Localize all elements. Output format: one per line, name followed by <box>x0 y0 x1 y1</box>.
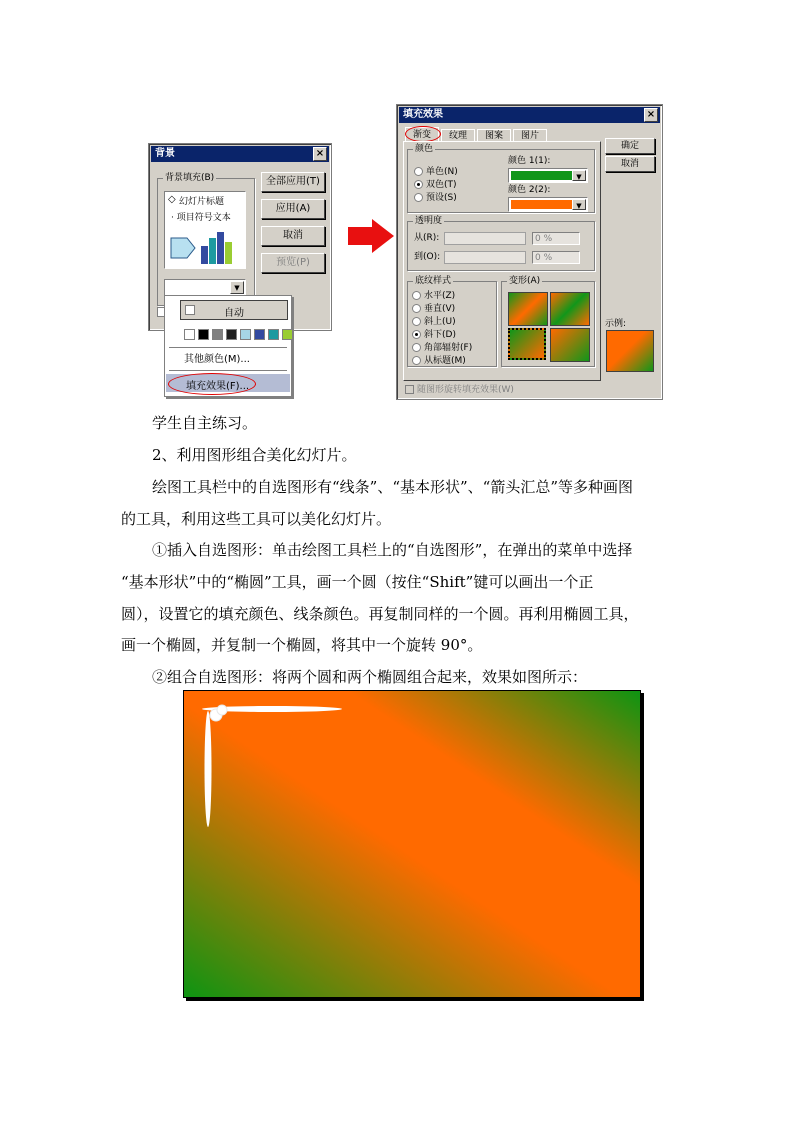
colors-group <box>407 144 595 213</box>
variant-3[interactable] <box>508 328 546 360</box>
tab-highlight-oval <box>405 126 441 142</box>
chevron-down-icon[interactable]: ▼ <box>230 281 244 294</box>
color-swatch[interactable] <box>282 329 293 340</box>
chevron-down-icon[interactable]: ▼ <box>572 199 586 210</box>
to-value-text: 0 % <box>535 253 553 263</box>
tab-label: 图案 <box>484 131 503 141</box>
to-slider[interactable] <box>444 251 526 264</box>
radio-one-color[interactable] <box>414 166 458 178</box>
color-swatch[interactable] <box>226 329 237 340</box>
close-icon[interactable]: × <box>313 147 327 161</box>
gradient-slide <box>183 690 641 998</box>
color-swatch[interactable] <box>212 329 223 340</box>
fill-dialog-title <box>399 107 660 123</box>
cancel-button[interactable]: 取消 <box>605 156 655 172</box>
preview-button[interactable]: 预览(P) <box>261 253 325 273</box>
radio-icon <box>414 180 423 189</box>
radio-label: 从标题(M) <box>424 356 466 366</box>
paragraph-5: ②组合自选图形：将两个圆和两个椭圆组合起来，效果如图所示： <box>152 668 588 686</box>
paragraph-4d: 画一个椭圆，并复制一个椭圆，将其中一个旋转 90°。 <box>121 636 483 654</box>
paragraph-3b: 的工具，利用这些工具可以美化幻灯片。 <box>121 510 392 528</box>
to-label: 到(O): <box>414 252 441 262</box>
shading-styles-group <box>407 276 497 367</box>
chevron-down-icon[interactable]: ▼ <box>572 170 586 181</box>
paragraph-4c: 圆），设置它的填充颜色、线条颜色。再复制同样的一个圆。再利用椭圆工具， <box>121 605 639 623</box>
preview-diamond-icon: ◇ <box>168 194 176 205</box>
radio-icon <box>412 304 421 313</box>
tab-label: 纹理 <box>448 131 467 141</box>
swatch-row <box>184 329 294 341</box>
menu-divider <box>169 370 287 371</box>
radio-icon <box>412 343 421 352</box>
variant-2[interactable] <box>550 292 590 326</box>
from-value-text: 0 % <box>535 234 553 244</box>
fill-effects-dialog <box>396 104 663 400</box>
paragraph-4a: ①插入自选图形：单击绘图工具栏上的“自选图形”，在弹出的菜单中选择 <box>152 541 633 559</box>
red-highlight-oval <box>168 373 256 395</box>
color1-label: 颜色 1(1): <box>508 156 551 166</box>
preview-title: 幻灯片标题 <box>179 197 225 207</box>
radio-icon <box>414 167 423 176</box>
from-value[interactable] <box>532 232 580 245</box>
style-from-corner[interactable] <box>412 342 472 354</box>
from-slider[interactable] <box>444 232 526 245</box>
group-label: 底纹样式 <box>415 276 452 286</box>
radio-label: 斜下(D) <box>424 330 456 340</box>
sample-preview <box>606 330 654 372</box>
auto-label: 自动 <box>224 308 244 319</box>
radio-label: 单色(N) <box>426 167 458 177</box>
style-vertical[interactable] <box>412 303 455 315</box>
color2-label: 颜色 2(2): <box>508 185 551 195</box>
radio-label: 预设(S) <box>426 193 457 203</box>
radio-label: 水平(Z) <box>424 291 456 301</box>
fill-effects-label: 填充效果(F)... <box>186 381 250 392</box>
group-label: 透明度 <box>415 216 443 226</box>
fill-dropdown[interactable] <box>164 279 246 296</box>
color2-select[interactable] <box>508 197 588 212</box>
variants-group <box>501 276 595 367</box>
paragraph-4b: “基本形状”中的“椭圆”工具，画一个圆（按住“Shift”键可以画出一个正 <box>121 573 594 591</box>
transparency-group <box>407 216 595 271</box>
radio-preset[interactable] <box>414 192 457 204</box>
auto-color-item[interactable] <box>180 300 288 320</box>
color-swatch[interactable] <box>184 329 195 340</box>
more-colors-item[interactable]: 其他颜色(M)... <box>184 354 250 365</box>
dialog-title-text: 背景 <box>155 148 175 159</box>
tab-label: 图片 <box>520 131 539 141</box>
color1-value <box>511 171 572 180</box>
radio-label: 垂直(V) <box>424 304 456 314</box>
radio-icon <box>412 356 421 365</box>
radio-label: 斜上(U) <box>424 317 456 327</box>
sample-label: 示例: <box>605 319 627 329</box>
radio-label: 双色(T) <box>426 180 457 190</box>
checkbox-icon <box>405 385 414 394</box>
radio-label: 角部辐射(F) <box>424 343 473 353</box>
group-label: 背景填充(B) <box>165 173 215 183</box>
close-icon[interactable]: × <box>644 108 658 122</box>
menu-divider <box>169 347 287 348</box>
paragraph-2: 2、利用图形组合美化幻灯片。 <box>152 446 357 464</box>
cancel-button[interactable]: 取消 <box>261 226 325 246</box>
slide-preview <box>164 191 246 269</box>
color-swatch[interactable] <box>240 329 251 340</box>
background-fill-group <box>157 173 255 306</box>
preview-chart-icon <box>169 230 241 266</box>
variant-4[interactable] <box>550 328 590 362</box>
dialog-title-text: 填充效果 <box>403 109 443 120</box>
style-diagonal-down[interactable] <box>412 329 456 341</box>
to-value[interactable] <box>532 251 580 264</box>
preview-bullet: · 项目符号文本 <box>171 213 231 223</box>
ok-button[interactable]: 确定 <box>605 138 655 154</box>
radio-icon <box>412 291 421 300</box>
paragraph-1: 学生自主练习。 <box>152 414 258 432</box>
radio-icon <box>414 193 423 202</box>
tab-label: 渐变 <box>412 130 431 140</box>
color2-value <box>511 200 572 209</box>
radio-icon <box>412 317 421 326</box>
rotate-with-shape-checkbox[interactable] <box>405 384 514 396</box>
variant-1[interactable] <box>508 292 548 326</box>
grouped-ovals-shape <box>184 691 384 851</box>
radio-icon <box>412 330 421 339</box>
color1-select[interactable] <box>508 168 588 183</box>
apply-all-button[interactable]: 全部应用(T) <box>261 172 325 192</box>
style-diagonal-up[interactable] <box>412 316 456 328</box>
group-label: 颜色 <box>415 144 434 154</box>
color-swatch[interactable] <box>254 329 265 340</box>
group-label: 变形(A) <box>509 276 541 286</box>
arrow-right-icon <box>346 218 396 254</box>
color-swatch[interactable] <box>268 329 279 340</box>
radio-two-colors[interactable] <box>414 179 457 191</box>
style-horizontal[interactable] <box>412 290 455 302</box>
color-swatch[interactable] <box>198 329 209 340</box>
from-label: 从(R): <box>414 233 440 243</box>
checkbox-label: 随图形旋转填充效果(W) <box>417 385 514 395</box>
paragraph-3a: 绘图工具栏中的自选图形有“线条”、“基本形状”、“箭头汇总”等多种画图 <box>152 478 634 496</box>
color-dropdown-menu <box>164 295 292 397</box>
style-from-title[interactable] <box>412 355 466 367</box>
apply-button[interactable]: 应用(A) <box>261 199 325 219</box>
background-dialog-title <box>151 146 329 162</box>
